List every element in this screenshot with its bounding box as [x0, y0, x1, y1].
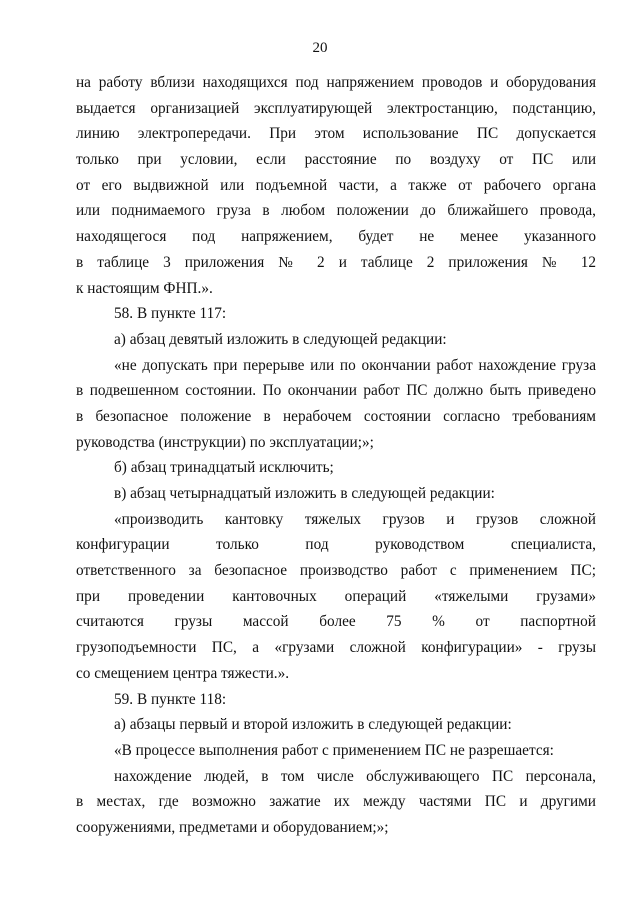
text-line: ответственного за безопасное производство работ с применением ПС; — [76, 562, 596, 580]
text-line: в местах, где возможно зажатие их между частями ПС и другими — [76, 793, 596, 811]
text-line: от его выдвижной или подъемной части, а также от рабочего органа — [76, 176, 596, 194]
text-line: считаются грузы массой более 75 % от паспортной — [76, 613, 596, 631]
document-body — [76, 70, 596, 841]
text-line: на работу вблизи находящихся под напряжением проводов и оборудования — [76, 74, 596, 91]
text-line: руководства (инструкции) по эксплуатации;»; — [76, 433, 374, 451]
text-line: выдается организацией эксплуатирующей электростанцию, подстанцию, — [76, 99, 596, 117]
text-line: «не допускать при перерыве или по окончании работ нахождение груза — [114, 356, 596, 374]
text-line: линию электропередачи. При этом использование ПС допускается — [76, 125, 596, 143]
text-line: при проведении кантовочных операций «тяжелыми грузами» — [76, 587, 596, 605]
text-line: в таблице 3 приложения № 2 и таблице 2 приложения № 12 — [76, 253, 596, 271]
text-line: только при условии, если расстояние по воздуху от ПС или — [76, 151, 596, 169]
text-line: или поднимаемого груза в любом положении до ближайшего провода, — [76, 202, 596, 220]
page-number: 20 — [312, 40, 328, 56]
text-line: б) абзац тринадцатый исключить; — [114, 459, 334, 477]
text-line: грузоподъемности ПС, а «грузами сложной конфигурации» - грузы — [76, 639, 596, 657]
text-line: 59. В пункте 118: — [114, 690, 227, 708]
text-line: «производить кантовку тяжелых грузов и грузов сложной — [114, 510, 596, 528]
text-line: нахождение людей, в том числе обслуживающего ПС персонала, — [114, 767, 596, 785]
text-line: в подвешенном состоянии. По окончании работ ПС должно быть приведено — [76, 382, 596, 400]
text-line: в) абзац четырнадцатый изложить в следующей редакции: — [114, 485, 495, 502]
text-line: к настоящим ФНП.». — [76, 279, 213, 297]
text-line: а) абзацы первый и второй изложить в следующей редакции: — [114, 716, 512, 734]
text-line: 58. В пункте 117: — [114, 305, 227, 323]
text-line: сооружениями, предметами и оборудованием;»; — [76, 818, 389, 836]
text-line: конфигурации только под руководством специалиста, — [76, 536, 596, 554]
text-line: находящегося под напряжением, будет не менее указанного — [76, 228, 596, 246]
text-line: в безопасное положение в нерабочем состоянии согласно требованиям — [76, 407, 596, 425]
text-line: а) абзац девятый изложить в следующей редакции: — [114, 330, 447, 348]
text-line: со смещением центра тяжести.». — [76, 664, 290, 682]
text-line: «В процессе выполнения работ с применением ПС не разрешается: — [114, 741, 554, 759]
